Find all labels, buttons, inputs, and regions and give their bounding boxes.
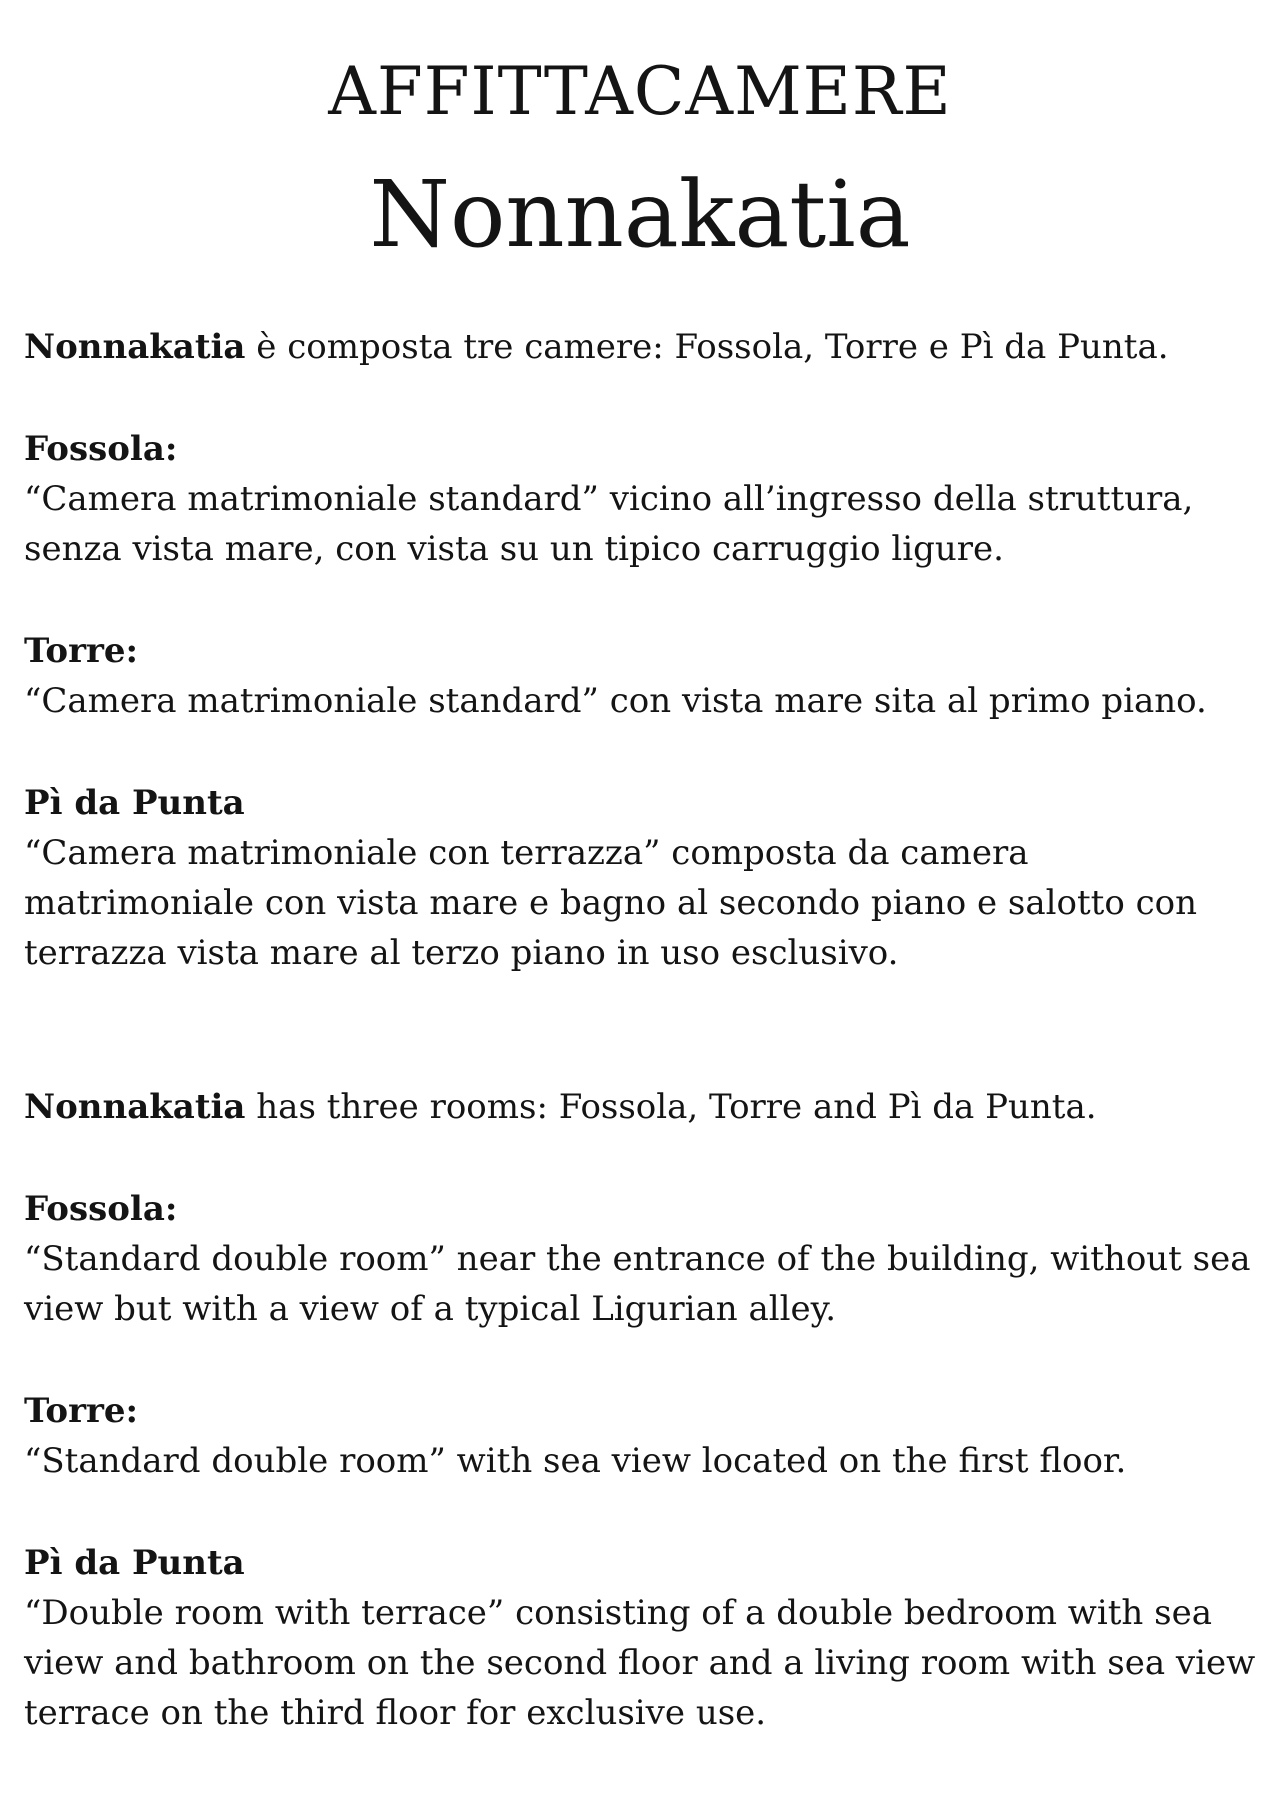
room-description: “Camera matrimoniale standard” vicino all’ingresso della struttura, senza vista mare, con vista su un tipico carruggio ligure. — [24, 479, 1194, 569]
room-description: “Double room with terrace” consisting of a double bedroom with sea view and bathroom on the second floor and a living room with sea view terrace on the third floor for exclusive use. — [24, 1593, 1256, 1733]
kicker-title: AFFITTACAMERE — [328, 53, 952, 130]
italian-section — [24, 322, 1264, 978]
room-name: Pì da Punta — [24, 783, 245, 823]
english-room-fossola — [24, 1184, 1264, 1334]
english-intro-bold: Nonnakatia — [24, 1087, 246, 1127]
room-description: “Camera matrimoniale standard” con vista mare sita al primo piano. — [24, 681, 1207, 721]
italian-room-torre — [24, 626, 1264, 726]
room-name: Torre: — [24, 1391, 139, 1431]
english-intro-text: has three rooms: Fossola, Torre and Pì da Punta. — [245, 1087, 1097, 1127]
room-name: Pì da Punta — [24, 1543, 245, 1583]
italian-intro-text: è composta tre camere: Fossola, Torre e Pì da Punta. — [245, 327, 1169, 367]
language-separator-space — [24, 1030, 1264, 1082]
room-description: “Standard double room” near the entrance of the building, without sea view but with a view of a typical Ligurian alley. — [24, 1239, 1251, 1329]
room-name: Torre: — [24, 631, 139, 671]
room-name: Fossola: — [24, 1189, 178, 1229]
italian-room-pi-da-punta — [24, 778, 1264, 978]
italian-intro — [24, 322, 1264, 372]
content — [24, 322, 1264, 1790]
italian-intro-bold: Nonnakatia — [24, 327, 246, 367]
page-title: Nonnakatia — [369, 161, 911, 268]
english-section — [24, 1082, 1264, 1738]
room-description: “Standard double room” with sea view located on the first floor. — [24, 1441, 1127, 1481]
english-intro — [24, 1082, 1264, 1132]
room-description: “Camera matrimoniale con terrazza” composta da camera matrimoniale con vista mare e bagno al secondo piano e salotto con terrazza vista mare al terzo piano in uso esclusivo. — [24, 833, 1197, 973]
english-room-pi-da-punta — [24, 1538, 1264, 1738]
english-room-torre — [24, 1386, 1264, 1486]
room-name: Fossola: — [24, 429, 178, 469]
italian-room-fossola — [24, 424, 1264, 574]
